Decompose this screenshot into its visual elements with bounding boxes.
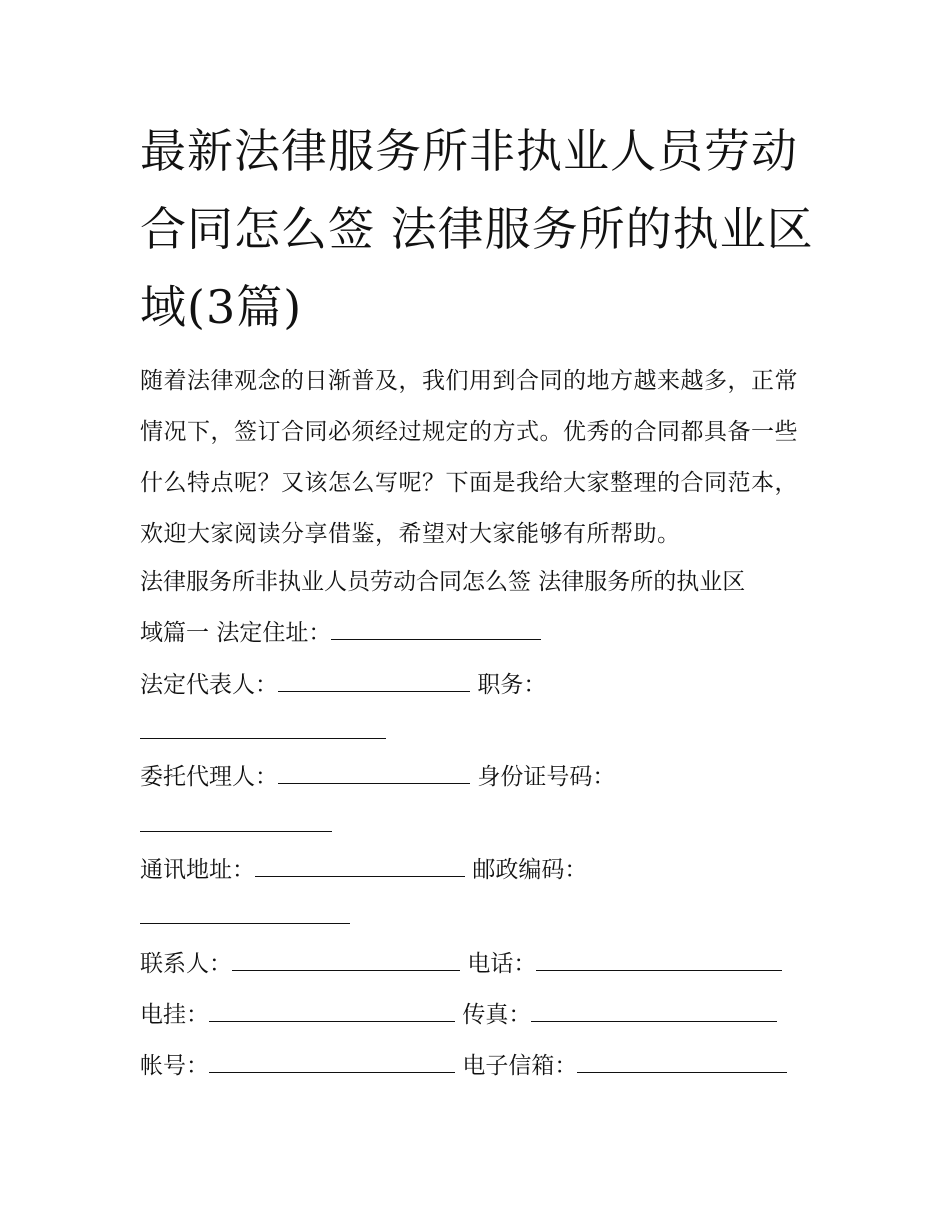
section-heading-suffix: 域篇一 [140, 620, 209, 646]
contact-blank [232, 950, 460, 971]
position-label: 职务： [477, 672, 547, 698]
address-row [140, 850, 587, 890]
fax-blank [531, 1001, 777, 1022]
account-label: 帐号： [140, 1053, 209, 1079]
contact-row [140, 944, 782, 984]
agent-blank [278, 763, 470, 784]
id-number-blank-row [140, 805, 332, 845]
id-number-blank [140, 811, 332, 832]
hangup-label: 电挂： [140, 1002, 209, 1028]
address-label: 通讯地址： [140, 857, 255, 883]
email-label: 电子信箱： [462, 1053, 578, 1079]
legal-rep-row [140, 665, 546, 705]
position-blank [140, 718, 386, 739]
position-blank-row [140, 712, 386, 752]
agent-row [140, 757, 615, 797]
fax-label: 传真： [462, 1002, 532, 1028]
agent-label: 委托代理人： [140, 764, 278, 790]
account-email-row [140, 1046, 787, 1086]
legal-address-row [140, 613, 541, 653]
contact-label: 联系人： [140, 951, 232, 977]
intro-paragraph: 随着法律观念的日渐普及，我们用到合同的地方越来越多，正常情况下，签订合同必须经过规定的方式。优秀的合同都具备一些什么特点呢？又该怎么写呢？下面是我给大家整理的合同范本，欢迎大家阅读分享借鉴，希望对大家能够有所帮助。 [140, 368, 798, 547]
phone-label: 电话： [467, 951, 537, 977]
address-blank [255, 856, 465, 877]
account-blank [209, 1052, 455, 1073]
section-heading [140, 562, 745, 602]
phone-blank [536, 950, 782, 971]
email-blank [577, 1052, 787, 1073]
postcode-blank [140, 903, 350, 924]
hangup-fax-row [140, 995, 777, 1035]
hangup-blank [209, 1001, 455, 1022]
legal-address-label: 法定住址： [216, 620, 332, 646]
section-heading-text: 法律服务所非执业人员劳动合同怎么签 法律服务所的执业区 [140, 569, 746, 595]
document-title: 最新法律服务所非执业人员劳动合同怎么签 法律服务所的执业区域(3篇) [140, 124, 814, 334]
id-number-label: 身份证号码： [477, 764, 616, 790]
legal-rep-label: 法定代表人： [140, 672, 278, 698]
postcode-blank-row [140, 897, 350, 937]
legal-address-blank [331, 619, 541, 640]
postcode-label: 邮政编码： [472, 857, 588, 883]
legal-rep-blank [278, 671, 470, 692]
